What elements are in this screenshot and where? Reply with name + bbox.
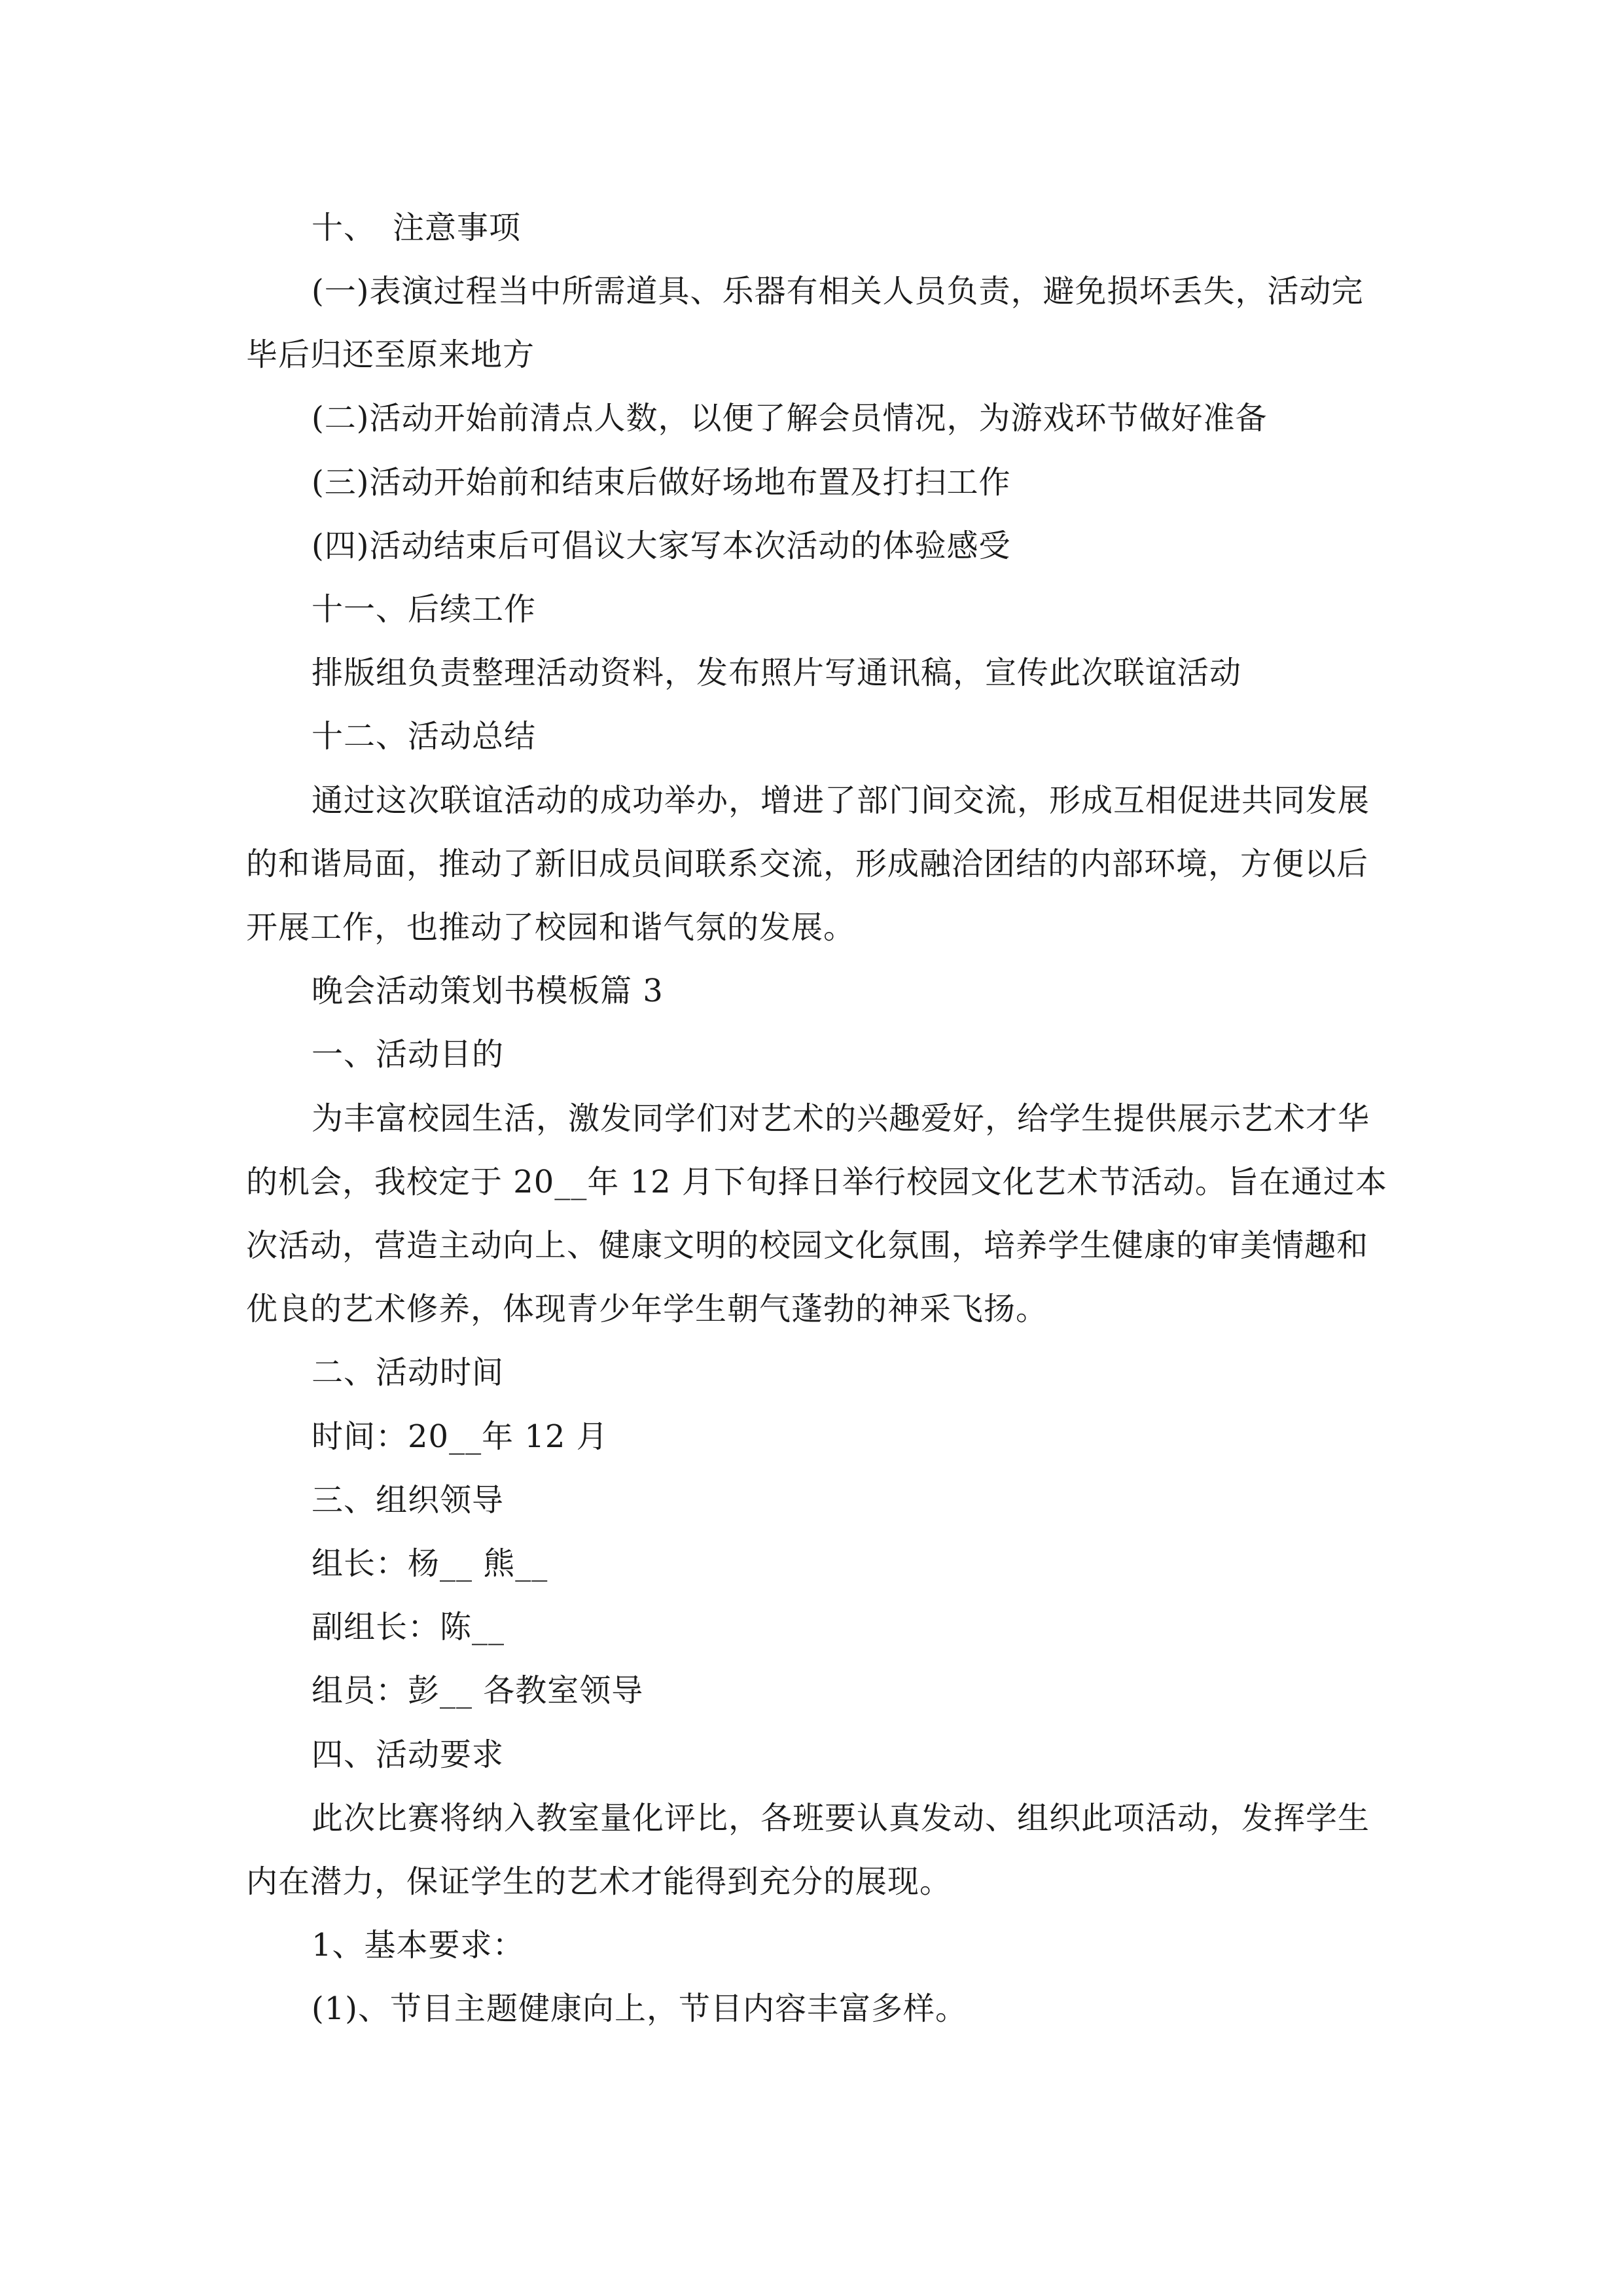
heading-notes — [312, 207, 521, 249]
paragraph-line: (二)活动开始前清点人数，以便了解会员情况，为游戏环节做好准备 — [312, 400, 1268, 437]
paragraph-line: 次活动，营造主动向上、健康文明的校园文化氛围，培养学生健康的审美情趣和 — [246, 1227, 1369, 1264]
paragraph-line: 开展工作，也推动了校园和谐气氛的发展。 — [246, 909, 856, 946]
section-title: 晚会活动策划书模板篇 3 — [312, 973, 664, 1009]
paragraph-line: 此次比赛将纳入教室量化评比，各班要认真发动、组织此项活动，发挥学生 — [312, 1800, 1370, 1837]
heading-notes-title: 注意事项 — [393, 209, 522, 246]
heading-summary: 十二、活动总结 — [312, 718, 537, 755]
paragraph-line: 副组长：陈__ — [312, 1609, 505, 1645]
paragraph-line: (一)表演过程当中所需道具、乐器有相关人员负责，避免损坏丢失，活动完 — [312, 273, 1364, 310]
paragraph-line: 排版组负责整理活动资料，发布照片写通讯稿，宣传此次联谊活动 — [312, 655, 1242, 691]
heading-time: 二、活动时间 — [312, 1354, 505, 1391]
paragraph-line: 时间：20__年 12 月 — [312, 1418, 609, 1455]
paragraph-line: (1)、节目主题健康向上，节目内容丰富多样。 — [312, 1990, 967, 2027]
paragraph-line: 通过这次联谊活动的成功举办，增进了部门间交流，形成互相促进共同发展 — [312, 782, 1370, 819]
paragraph-line: 组长：杨__ 熊__ — [312, 1545, 548, 1582]
paragraph-line: 内在潜力，保证学生的艺术才能得到充分的展现。 — [246, 1863, 952, 1900]
paragraph-line: 为丰富校园生活，激发同学们对艺术的兴趣爱好，给学生提供展示艺术才华 — [312, 1100, 1370, 1137]
heading-follow-up: 十一、后续工作 — [312, 591, 537, 628]
subheading-basic-requirements: 1、基本要求： — [312, 1927, 525, 1964]
paragraph-line: 的和谐局面，推动了新旧成员间联系交流，形成融洽团结的内部环境，方便以后 — [246, 846, 1369, 882]
paragraph-line: 的机会，我校定于 20__年 12 月下旬择日举行校园文化艺术节活动。旨在通过本 — [246, 1164, 1387, 1200]
paragraph-line: 优良的艺术修养，体现青少年学生朝气蓬勃的神采飞扬。 — [246, 1291, 1048, 1327]
paragraph-line: 组员：彭__ 各教室领导 — [312, 1672, 644, 1709]
heading-purpose: 一、活动目的 — [312, 1036, 505, 1073]
heading-requirements: 四、活动要求 — [312, 1736, 505, 1773]
paragraph-line: 毕后归还至原来地方 — [246, 336, 535, 373]
paragraph-line: (三)活动开始前和结束后做好场地布置及打扫工作 — [312, 464, 1011, 501]
heading-notes-number: 十、 — [312, 209, 376, 246]
heading-leadership: 三、组织领导 — [312, 1482, 505, 1518]
paragraph-line: (四)活动结束后可倡议大家写本次活动的体验感受 — [312, 528, 1011, 564]
